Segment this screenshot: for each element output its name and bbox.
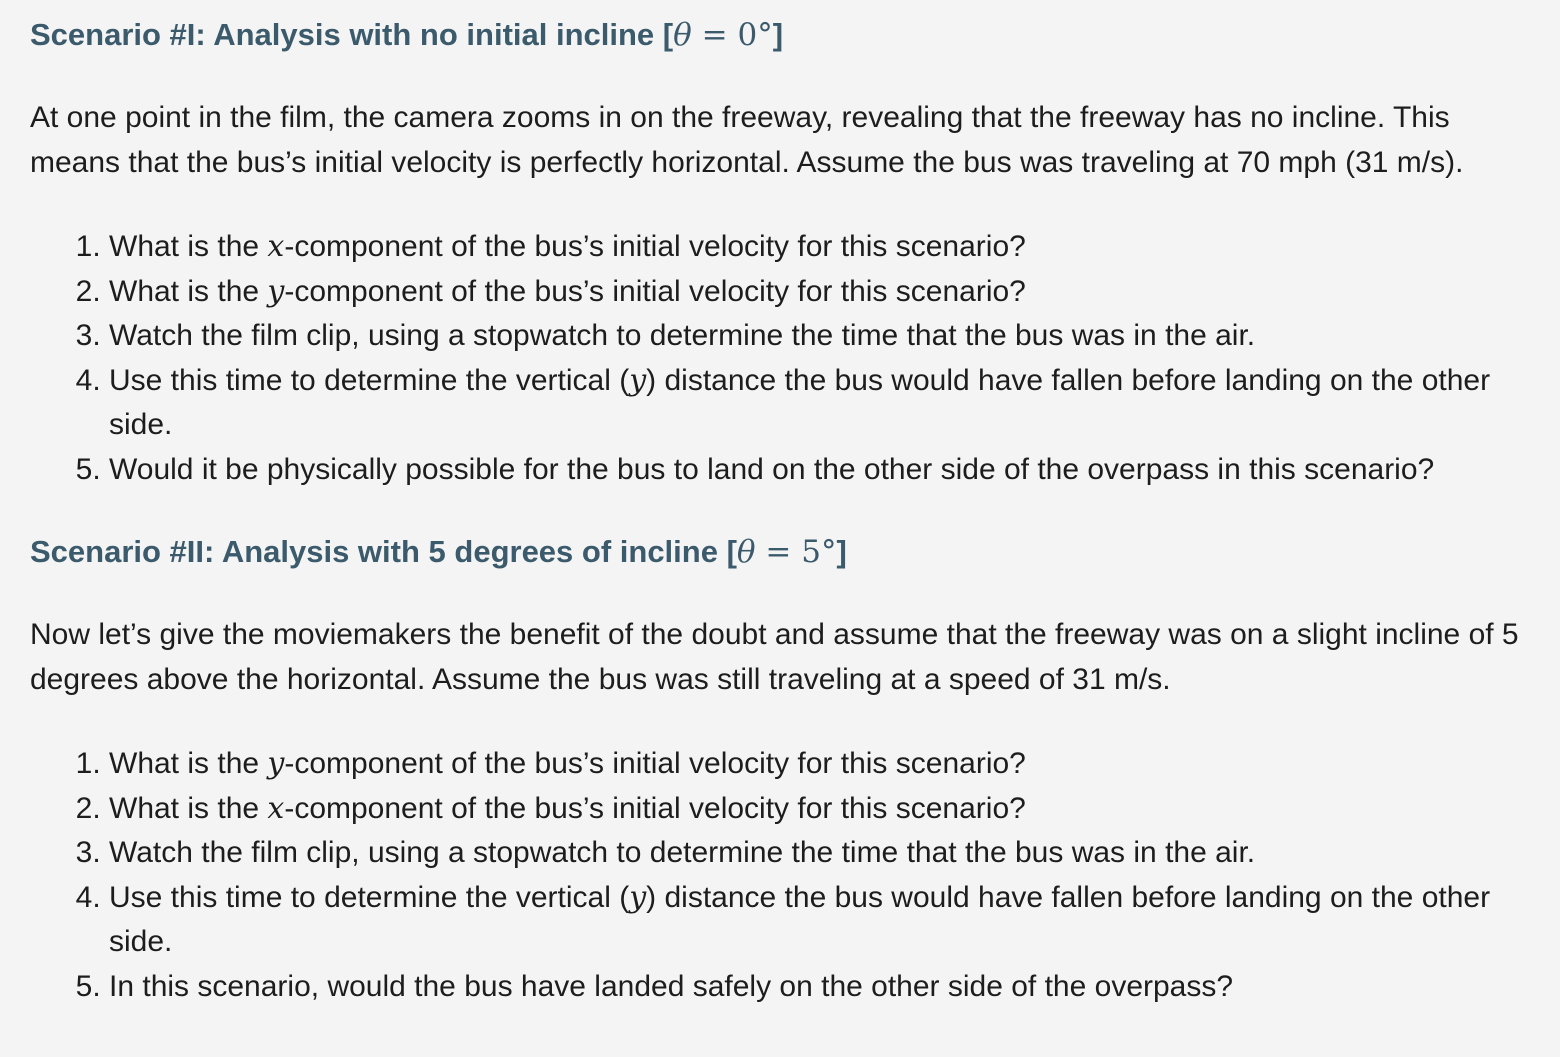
list-item: 1. What is the y-component of the bus’s initial velocity for this scenario? <box>109 742 1540 787</box>
list-item: 2. What is the y-component of the bus’s initial velocity for this scenario? <box>109 270 1540 315</box>
list-item: 3. Watch the film clip, using a stopwatch to determine the time that the bus was in the air. <box>109 831 1540 876</box>
list-item: 4. Use this time to determine the vertical (y) distance the bus would have fallen before landing on the other side. <box>109 876 1540 965</box>
scenario-2-paragraph: Now let’s give the moviemakers the benefit of the doubt and assume that the freeway was on a slight incline of 5 degrees above the horizontal. Assume the bus was still traveling at a speed of 31 m/s. <box>30 618 1519 696</box>
scenario-2-angle: 5° <box>801 534 837 570</box>
scenario-1-angle: 0° <box>737 17 773 53</box>
math-variable: y <box>267 746 285 781</box>
scenario-2-heading-close: ] <box>836 534 847 569</box>
math-variable: x <box>267 790 285 826</box>
list-item: 1. What is the x-component of the bus’s initial velocity for this scenario? <box>109 225 1540 270</box>
scenario-1-heading-close: ] <box>772 17 784 52</box>
scenario-2-heading <box>30 532 1540 572</box>
scenario-1-heading-text: Scenario #I: Analysis with no initial incline [ <box>30 17 674 52</box>
scenario-2-question-list <box>30 742 1540 1009</box>
scenario-1-paragraph: At one point in the film, the camera zooms in on the freeway, revealing that the freeway has no incline. This means that the bus’s initial velocity is perfectly horizontal. Assume the bus was traveling at 70 mph (31 m/s). <box>30 101 1464 179</box>
scenario-1-question-list <box>30 225 1540 492</box>
scenario-2-heading-text: Scenario #II: Analysis with 5 degrees of incline [ <box>30 534 737 569</box>
list-item: 2. What is the x-component of the bus’s initial velocity for this scenario? <box>109 787 1540 832</box>
math-variable: y <box>267 273 285 309</box>
list-item: 5. In this scenario, would the bus have landed safely on the other side of the overpass? <box>109 965 1540 1010</box>
theta-equation: θ = 5° <box>736 534 837 570</box>
math-variable: y <box>629 879 647 915</box>
scenario-1-heading <box>30 0 1540 55</box>
list-item: 5. Would it be physically possible for the bus to land on the other side of the overpass in this scenario? <box>109 448 1540 493</box>
list-item: 3. Watch the film clip, using a stopwatch to determine the time that the bus was in the air. <box>109 314 1540 359</box>
math-variable: y <box>629 362 647 398</box>
theta-symbol: θ <box>673 17 692 53</box>
theta-equation: θ = 0° <box>673 17 773 53</box>
list-item: 4. Use this time to determine the vertical (y) distance the bus would have fallen before landing on the other side. <box>109 359 1540 448</box>
math-variable: x <box>267 229 285 264</box>
theta-symbol: θ <box>736 534 756 570</box>
